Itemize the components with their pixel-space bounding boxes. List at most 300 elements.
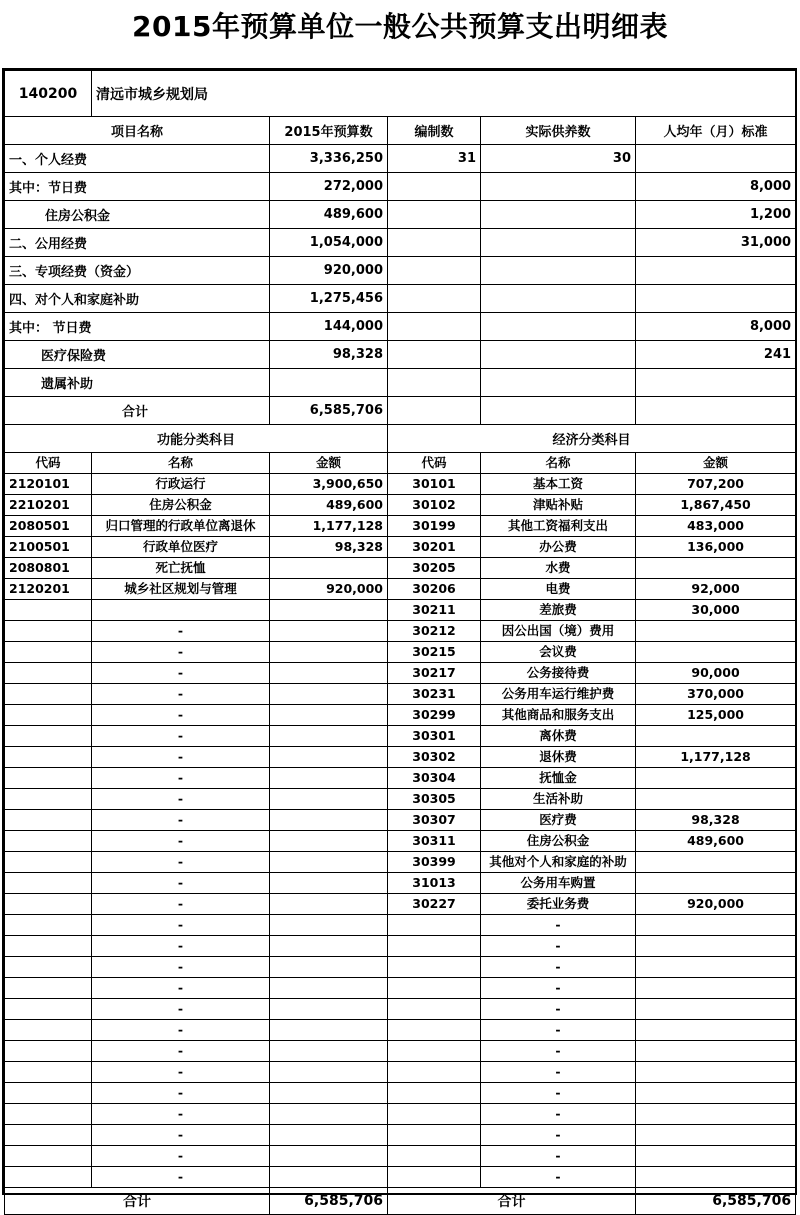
- functional-total-label: 合计: [5, 1188, 270, 1215]
- summary-standard: 31,000: [636, 229, 796, 257]
- economic-amount: [636, 621, 796, 642]
- economic-name: 抚恤金: [481, 768, 636, 789]
- economic-name: -: [481, 1104, 636, 1125]
- functional-name: -: [92, 1104, 270, 1125]
- economic-code: 30101: [388, 474, 481, 495]
- functional-code: [5, 915, 92, 936]
- economic-amount: [636, 999, 796, 1020]
- economic-amount: [636, 768, 796, 789]
- summary-item-name: 其中：节日费: [5, 173, 270, 201]
- economic-amount: 30,000: [636, 600, 796, 621]
- economic-amount-header: 金额: [636, 453, 796, 474]
- functional-name: -: [92, 936, 270, 957]
- economic-amount: 90,000: [636, 663, 796, 684]
- detail-row: [5, 1125, 796, 1146]
- summary-staff: [388, 397, 481, 425]
- economic-code: 30199: [388, 516, 481, 537]
- functional-name: -: [92, 789, 270, 810]
- functional-name: -: [92, 747, 270, 768]
- economic-name: 办公费: [481, 537, 636, 558]
- functional-amount: [270, 852, 388, 873]
- functional-amount: [270, 873, 388, 894]
- functional-name: -: [92, 642, 270, 663]
- summary-standard: [636, 145, 796, 173]
- detail-row: [5, 957, 796, 978]
- economic-amount: 92,000: [636, 579, 796, 600]
- economic-name: 离休费: [481, 726, 636, 747]
- detail-row: [5, 978, 796, 999]
- economic-code: 30206: [388, 579, 481, 600]
- functional-name: 城乡社区规划与管理: [92, 579, 270, 600]
- functional-name: -: [92, 831, 270, 852]
- summary-standard: [636, 369, 796, 397]
- functional-amount: 920,000: [270, 579, 388, 600]
- functional-amount: [270, 1083, 388, 1104]
- summary-standard: [636, 257, 796, 285]
- economic-code: 30227: [388, 894, 481, 915]
- detail-row: [5, 1083, 796, 1104]
- economic-code: 30302: [388, 747, 481, 768]
- economic-amount: [636, 1020, 796, 1041]
- functional-name: -: [92, 999, 270, 1020]
- detail-row: [5, 768, 796, 789]
- summary-budget: 489,600: [270, 201, 388, 229]
- summary-item-name: 三、专项经费（资金）: [5, 257, 270, 285]
- functional-amount: [270, 1125, 388, 1146]
- economic-name: 生活补助: [481, 789, 636, 810]
- detail-row: [5, 621, 796, 642]
- functional-amount: [270, 915, 388, 936]
- summary-item-name: 一、个人经费: [5, 145, 270, 173]
- functional-name: -: [92, 894, 270, 915]
- detail-row: [5, 936, 796, 957]
- economic-amount: 125,000: [636, 705, 796, 726]
- economic-name: 差旅费: [481, 600, 636, 621]
- economic-name: 住房公积金: [481, 831, 636, 852]
- economic-amount: 98,328: [636, 810, 796, 831]
- functional-amount: [270, 705, 388, 726]
- economic-code: 30299: [388, 705, 481, 726]
- summary-row: [5, 397, 796, 425]
- economic-name: -: [481, 936, 636, 957]
- economic-code: 30307: [388, 810, 481, 831]
- economic-amount: [636, 852, 796, 873]
- functional-name: -: [92, 1125, 270, 1146]
- economic-code-header: 代码: [388, 453, 481, 474]
- functional-amount: [270, 1041, 388, 1062]
- economic-amount: [636, 1104, 796, 1125]
- header-budget: 2015年预算数: [270, 117, 388, 145]
- economic-name: 电费: [481, 579, 636, 600]
- functional-code: [5, 1146, 92, 1167]
- functional-code: [5, 726, 92, 747]
- summary-budget: [270, 369, 388, 397]
- functional-name: -: [92, 726, 270, 747]
- detail-row: [5, 852, 796, 873]
- detail-row: [5, 684, 796, 705]
- economic-name: 会议费: [481, 642, 636, 663]
- economic-code: 30212: [388, 621, 481, 642]
- functional-amount: 1,177,128: [270, 516, 388, 537]
- functional-name: -: [92, 1146, 270, 1167]
- detail-row: [5, 915, 796, 936]
- detail-row: [5, 1104, 796, 1125]
- economic-code: [388, 1167, 481, 1188]
- summary-actual: [481, 285, 636, 313]
- functional-amount: [270, 1062, 388, 1083]
- detail-row: [5, 516, 796, 537]
- summary-staff: [388, 201, 481, 229]
- functional-amount: [270, 978, 388, 999]
- economic-total-label: 合计: [388, 1188, 636, 1215]
- budget-table: [4, 70, 796, 1215]
- unit-row: [5, 71, 796, 117]
- functional-code: [5, 1104, 92, 1125]
- economic-code: 30301: [388, 726, 481, 747]
- functional-code: [5, 663, 92, 684]
- functional-amount: [270, 1020, 388, 1041]
- summary-budget: 1,275,456: [270, 285, 388, 313]
- functional-amount: [270, 726, 388, 747]
- functional-code: [5, 957, 92, 978]
- header-standard: 人均年（月）标准: [636, 117, 796, 145]
- summary-standard: 8,000: [636, 173, 796, 201]
- functional-amount: 98,328: [270, 537, 388, 558]
- functional-name: -: [92, 810, 270, 831]
- economic-amount: 1,177,128: [636, 747, 796, 768]
- functional-name: -: [92, 1167, 270, 1188]
- economic-code: [388, 1104, 481, 1125]
- functional-section-header: 功能分类科目: [5, 425, 388, 453]
- summary-standard: 1,200: [636, 201, 796, 229]
- functional-code: [5, 768, 92, 789]
- summary-budget: 3,336,250: [270, 145, 388, 173]
- detail-row: [5, 873, 796, 894]
- summary-row: [5, 229, 796, 257]
- economic-amount: [636, 558, 796, 579]
- functional-name: 住房公积金: [92, 495, 270, 516]
- detail-row: [5, 831, 796, 852]
- economic-name: 其他对个人和家庭的补助: [481, 852, 636, 873]
- economic-code: 30102: [388, 495, 481, 516]
- economic-amount: [636, 726, 796, 747]
- functional-name: 行政运行: [92, 474, 270, 495]
- functional-amount: 3,900,650: [270, 474, 388, 495]
- economic-name: -: [481, 1083, 636, 1104]
- functional-code: [5, 873, 92, 894]
- summary-actual: [481, 173, 636, 201]
- economic-code: 30311: [388, 831, 481, 852]
- summary-staff: [388, 257, 481, 285]
- functional-name: -: [92, 978, 270, 999]
- economic-amount: 1,867,450: [636, 495, 796, 516]
- unit-name: 清远市城乡规划局: [92, 71, 796, 117]
- economic-amount: [636, 1041, 796, 1062]
- functional-name: -: [92, 621, 270, 642]
- functional-name: 死亡抚恤: [92, 558, 270, 579]
- economic-amount: [636, 1167, 796, 1188]
- functional-code: [5, 1083, 92, 1104]
- economic-amount: [636, 873, 796, 894]
- economic-name: -: [481, 1146, 636, 1167]
- economic-name: 委托业务费: [481, 894, 636, 915]
- functional-code: 2120201: [5, 579, 92, 600]
- detail-row: [5, 789, 796, 810]
- functional-name-header: 名称: [92, 453, 270, 474]
- economic-amount: 136,000: [636, 537, 796, 558]
- functional-code: [5, 810, 92, 831]
- functional-name: -: [92, 705, 270, 726]
- functional-amount: [270, 1167, 388, 1188]
- economic-name: 医疗费: [481, 810, 636, 831]
- summary-row: [5, 201, 796, 229]
- economic-name: -: [481, 1167, 636, 1188]
- functional-code: [5, 894, 92, 915]
- functional-code: [5, 789, 92, 810]
- summary-standard: 241: [636, 341, 796, 369]
- detail-row: [5, 558, 796, 579]
- detail-row: [5, 810, 796, 831]
- functional-amount: [270, 999, 388, 1020]
- economic-name: -: [481, 957, 636, 978]
- economic-name: -: [481, 1041, 636, 1062]
- budget-sheet: [2, 68, 797, 1210]
- functional-code: [5, 1125, 92, 1146]
- economic-code: 30211: [388, 600, 481, 621]
- functional-name: -: [92, 768, 270, 789]
- functional-amount: [270, 936, 388, 957]
- economic-code: [388, 978, 481, 999]
- functional-name: -: [92, 1020, 270, 1041]
- economic-name: 基本工资: [481, 474, 636, 495]
- detail-row: [5, 705, 796, 726]
- economic-amount: [636, 1125, 796, 1146]
- summary-standard: [636, 397, 796, 425]
- economic-code: [388, 1146, 481, 1167]
- totals-row: [5, 1188, 796, 1215]
- functional-amount: [270, 789, 388, 810]
- summary-budget: 272,000: [270, 173, 388, 201]
- summary-actual: [481, 369, 636, 397]
- economic-name: -: [481, 978, 636, 999]
- economic-amount: [636, 1146, 796, 1167]
- economic-amount: [636, 789, 796, 810]
- functional-name: 归口管理的行政单位离退休: [92, 516, 270, 537]
- detail-header-row: [5, 453, 796, 474]
- functional-amount: [270, 1146, 388, 1167]
- functional-amount: [270, 1104, 388, 1125]
- functional-amount: [270, 621, 388, 642]
- summary-actual: [481, 257, 636, 285]
- economic-code: 30205: [388, 558, 481, 579]
- economic-name: 退休费: [481, 747, 636, 768]
- summary-staff: [388, 369, 481, 397]
- summary-item-name: 遗属补助: [5, 369, 270, 397]
- functional-name: -: [92, 915, 270, 936]
- functional-code: [5, 831, 92, 852]
- summary-budget: 144,000: [270, 313, 388, 341]
- summary-row: [5, 173, 796, 201]
- summary-staff: [388, 173, 481, 201]
- economic-name: 其他商品和服务支出: [481, 705, 636, 726]
- summary-staff: [388, 341, 481, 369]
- detail-row: [5, 1041, 796, 1062]
- functional-name: [92, 600, 270, 621]
- economic-name: 因公出国（境）费用: [481, 621, 636, 642]
- summary-item-name: 二、公用经费: [5, 229, 270, 257]
- economic-code: [388, 1062, 481, 1083]
- summary-row: [5, 369, 796, 397]
- economic-amount: [636, 936, 796, 957]
- summary-item-name: 合计: [5, 397, 270, 425]
- functional-amount: [270, 831, 388, 852]
- detail-row: [5, 663, 796, 684]
- functional-code: [5, 621, 92, 642]
- summary-actual: 30: [481, 145, 636, 173]
- functional-code: [5, 1041, 92, 1062]
- summary-row: [5, 285, 796, 313]
- summary-staff: [388, 285, 481, 313]
- summary-budget: 920,000: [270, 257, 388, 285]
- functional-code: 2080801: [5, 558, 92, 579]
- economic-code: [388, 1125, 481, 1146]
- economic-code: 31013: [388, 873, 481, 894]
- economic-name: -: [481, 1020, 636, 1041]
- detail-row: [5, 537, 796, 558]
- economic-amount: [636, 642, 796, 663]
- summary-actual: [481, 341, 636, 369]
- economic-code: [388, 999, 481, 1020]
- detail-row: [5, 1020, 796, 1041]
- summary-staff: 31: [388, 145, 481, 173]
- functional-name: -: [92, 1062, 270, 1083]
- economic-code: [388, 957, 481, 978]
- unit-code: 140200: [5, 71, 92, 117]
- functional-code: [5, 999, 92, 1020]
- summary-row: [5, 145, 796, 173]
- functional-code: [5, 747, 92, 768]
- economic-code: 30231: [388, 684, 481, 705]
- economic-name: 津贴补贴: [481, 495, 636, 516]
- functional-amount: [270, 957, 388, 978]
- summary-item-name: 住房公积金: [5, 201, 270, 229]
- economic-name: 公务接待费: [481, 663, 636, 684]
- detail-row: [5, 1146, 796, 1167]
- functional-amount: [270, 894, 388, 915]
- summary-budget: 6,585,706: [270, 397, 388, 425]
- summary-standard: 8,000: [636, 313, 796, 341]
- economic-name: 公务用车运行维护费: [481, 684, 636, 705]
- functional-amount: 489,600: [270, 495, 388, 516]
- functional-total-amount: 6,585,706: [270, 1188, 388, 1215]
- economic-name: 公务用车购置: [481, 873, 636, 894]
- detail-row: [5, 1062, 796, 1083]
- functional-code: [5, 1167, 92, 1188]
- functional-code: 2080501: [5, 516, 92, 537]
- summary-item-name: 医疗保险费: [5, 341, 270, 369]
- detail-row: [5, 999, 796, 1020]
- summary-staff: [388, 313, 481, 341]
- summary-standard: [636, 285, 796, 313]
- summary-header-row: [5, 117, 796, 145]
- economic-code: 30215: [388, 642, 481, 663]
- functional-code: [5, 936, 92, 957]
- functional-amount: [270, 600, 388, 621]
- economic-section-header: 经济分类科目: [388, 425, 796, 453]
- functional-amount: [270, 663, 388, 684]
- header-item-name: 项目名称: [5, 117, 270, 145]
- functional-code: [5, 1062, 92, 1083]
- page-title: 2015年预算单位一般公共预算支出明细表: [132, 10, 668, 43]
- functional-code: [5, 705, 92, 726]
- summary-item-name: 其中： 节日费: [5, 313, 270, 341]
- summary-budget: 98,328: [270, 341, 388, 369]
- functional-code: [5, 684, 92, 705]
- summary-staff: [388, 229, 481, 257]
- functional-name: -: [92, 1041, 270, 1062]
- detail-row: [5, 642, 796, 663]
- economic-name: 其他工资福利支出: [481, 516, 636, 537]
- economic-code: [388, 1020, 481, 1041]
- functional-name: -: [92, 957, 270, 978]
- functional-code: [5, 852, 92, 873]
- economic-name: -: [481, 915, 636, 936]
- functional-code: [5, 978, 92, 999]
- functional-name: -: [92, 663, 270, 684]
- summary-actual: [481, 313, 636, 341]
- detail-row: [5, 579, 796, 600]
- economic-name: 水费: [481, 558, 636, 579]
- functional-code: [5, 642, 92, 663]
- economic-code: 30399: [388, 852, 481, 873]
- functional-amount: [270, 810, 388, 831]
- functional-code: 2210201: [5, 495, 92, 516]
- functional-name: -: [92, 873, 270, 894]
- economic-amount: [636, 957, 796, 978]
- functional-code-header: 代码: [5, 453, 92, 474]
- summary-actual: [481, 229, 636, 257]
- header-actual: 实际供养数: [481, 117, 636, 145]
- detail-row: [5, 894, 796, 915]
- functional-name: -: [92, 852, 270, 873]
- economic-code: 30304: [388, 768, 481, 789]
- detail-row: [5, 600, 796, 621]
- economic-code: [388, 1041, 481, 1062]
- functional-name: -: [92, 1083, 270, 1104]
- economic-amount: 483,000: [636, 516, 796, 537]
- summary-actual: [481, 397, 636, 425]
- functional-amount: [270, 768, 388, 789]
- functional-amount-header: 金额: [270, 453, 388, 474]
- economic-amount: 489,600: [636, 831, 796, 852]
- economic-amount: [636, 915, 796, 936]
- functional-amount: [270, 558, 388, 579]
- functional-amount: [270, 747, 388, 768]
- functional-amount: [270, 642, 388, 663]
- economic-code: [388, 915, 481, 936]
- detail-row: [5, 495, 796, 516]
- economic-amount: 370,000: [636, 684, 796, 705]
- detail-row: [5, 1167, 796, 1188]
- economic-code: 30201: [388, 537, 481, 558]
- economic-code: [388, 936, 481, 957]
- functional-code: [5, 600, 92, 621]
- economic-name-header: 名称: [481, 453, 636, 474]
- economic-amount: 707,200: [636, 474, 796, 495]
- summary-budget: 1,054,000: [270, 229, 388, 257]
- summary-row: [5, 257, 796, 285]
- summary-row: [5, 313, 796, 341]
